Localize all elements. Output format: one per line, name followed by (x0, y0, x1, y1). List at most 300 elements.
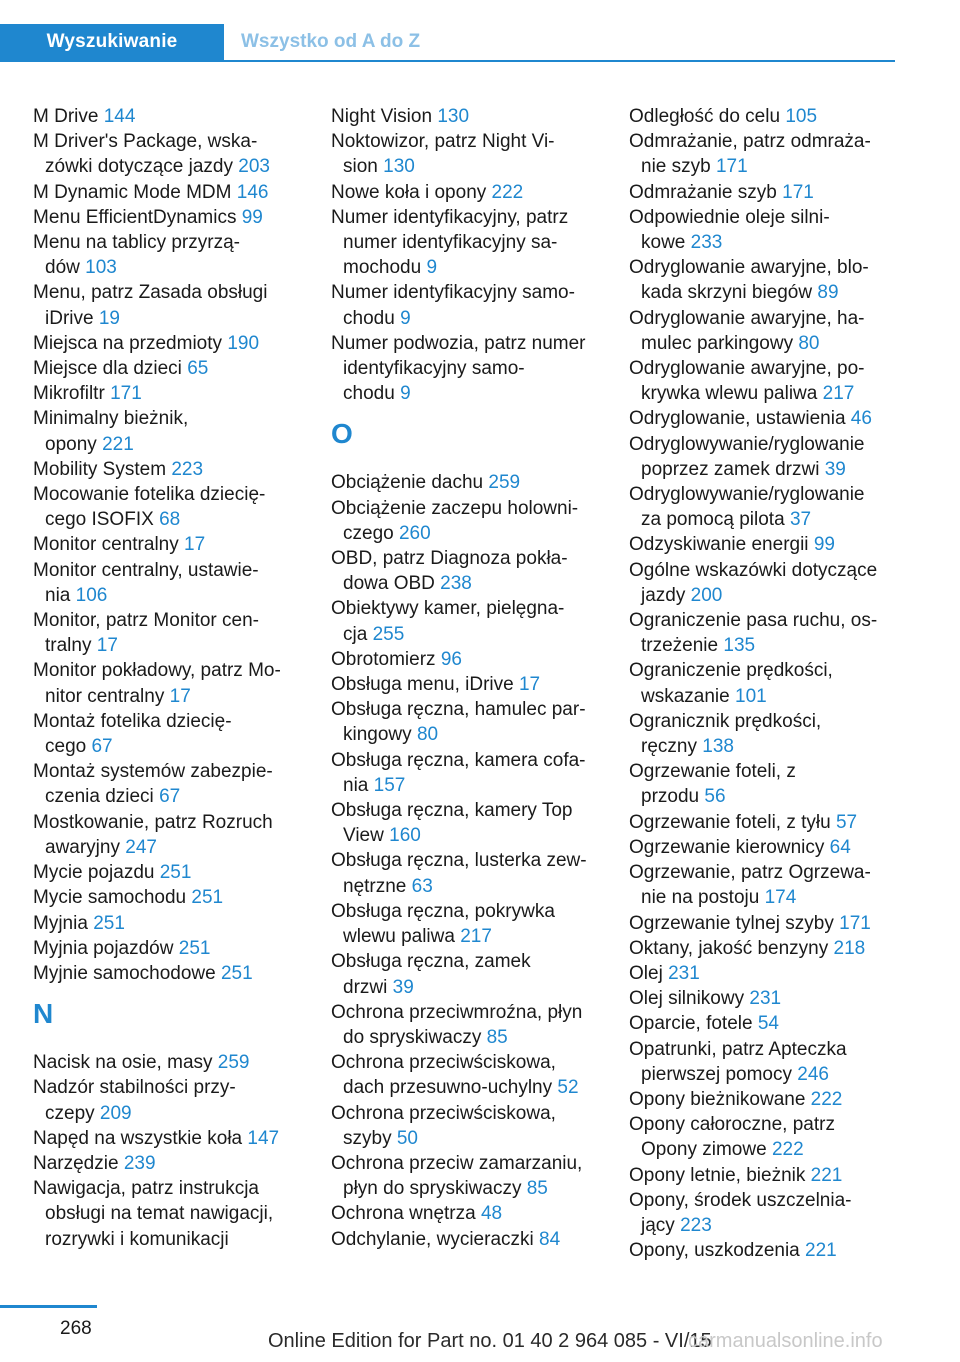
index-entry (33, 230, 308, 280)
index-entry-text: obsługi na temat nawigacji, (45, 1203, 274, 1225)
index-entry-line (331, 924, 606, 949)
index-entry-text: czepy (45, 1102, 95, 1124)
index-entry-line (331, 1101, 606, 1126)
index-entry-line (33, 633, 308, 658)
index-entry-text: kada skrzyni biegów (641, 282, 813, 304)
index-entry-line (33, 406, 308, 431)
index-entry-text: Ochrona przeciwmroźna, płyn (331, 1001, 583, 1023)
index-entry-text: chodu (343, 307, 395, 329)
index-entry-text: Night Vision (331, 106, 433, 127)
page-link[interactable]: 171 (839, 912, 871, 934)
page-link[interactable]: 39 (392, 976, 414, 998)
index-entry (33, 961, 308, 986)
index-entry-line (629, 482, 895, 507)
index-entry-text: Opony zimowe (641, 1139, 767, 1161)
index-entry-text: rozrywki i komunikacji (45, 1228, 229, 1250)
index-entry (629, 709, 895, 759)
index-entry-text: dach przesuwno-uchylny (343, 1077, 553, 1099)
page-link[interactable]: 17 (169, 685, 191, 707)
index-entry-line (33, 154, 308, 179)
index-entry-text: Mostkowanie, patrz Rozruch (33, 811, 273, 833)
page-link[interactable]: 146 (236, 181, 269, 203)
page-link[interactable]: 223 (680, 1214, 712, 1236)
index-entry (33, 104, 308, 129)
index-entry-line (331, 1201, 606, 1226)
page-link[interactable]: 221 (810, 1164, 843, 1186)
index-entry (629, 482, 895, 532)
index-entry-text: Odryglowywanie/ryglowanie (629, 484, 865, 506)
index-column-2 (331, 104, 606, 1252)
page-link[interactable]: 260 (398, 522, 431, 544)
index-entry-line (331, 356, 606, 381)
index-entry-line (33, 1101, 308, 1126)
index-entry-line (33, 104, 308, 129)
index-entry-line (331, 975, 606, 1000)
index-entry (629, 104, 895, 129)
index-entry-text: Obciążenie zaczepu holowni- (331, 497, 579, 519)
index-entry-line (629, 306, 895, 331)
index-entry (629, 1112, 895, 1162)
index-entry (33, 406, 308, 456)
index-entry (331, 647, 606, 672)
index-entry-text: Odryglowanie, ustawienia (629, 408, 846, 430)
page-link[interactable]: 17 (96, 635, 118, 657)
index-entry (331, 1000, 606, 1050)
page-link[interactable]: 99 (813, 534, 835, 556)
index-entry-line (629, 633, 895, 658)
page-link[interactable]: 251 (159, 862, 192, 884)
index-entry-text: Opony letnie, bieżnik (629, 1164, 806, 1186)
index-entry-text: Ochrona przeciw zamarzaniu, (331, 1152, 583, 1174)
index-entry (629, 608, 895, 658)
index-entry-text: opony (45, 433, 97, 455)
index-entry (33, 180, 308, 205)
page-link[interactable]: 105 (785, 106, 818, 127)
index-entry-text: trzeżenie (641, 635, 719, 657)
index-entry-text: Noktowizor, patrz Night Vi- (331, 131, 555, 153)
index-entry (629, 205, 895, 255)
index-entry-text: Nadzór stabilności przy- (33, 1077, 236, 1099)
index-entry-line (33, 280, 308, 305)
index-entry-line (33, 482, 308, 507)
page-link[interactable]: 17 (518, 674, 541, 696)
index-entry-text: Mikrofiltr (33, 383, 105, 405)
page-link[interactable]: 48 (480, 1203, 503, 1225)
index-entry (33, 558, 308, 608)
index-entry-line (33, 961, 308, 986)
index-entry-text: Ochrona przeciwściskowa, (331, 1052, 556, 1074)
page-link[interactable]: 52 (557, 1077, 579, 1099)
index-entry-text: Montaż systemów zabezpie- (33, 761, 273, 783)
page-link[interactable]: 221 (102, 433, 134, 455)
index-entry-text: View (343, 825, 384, 847)
index-entry-text: Odryglowanie awaryjne, ha- (629, 307, 865, 329)
index-column-3 (629, 104, 895, 1263)
index-entry-text: sion (343, 156, 378, 178)
page-link[interactable]: 251 (93, 912, 125, 934)
page-link[interactable]: 130 (437, 106, 470, 127)
page-link[interactable]: 233 (690, 232, 723, 254)
index-entry-line (629, 205, 895, 230)
page-link[interactable]: 231 (668, 962, 700, 984)
index-entry-line (33, 255, 308, 280)
index-entry (629, 860, 895, 910)
index-entry-line (629, 1188, 895, 1213)
index-entry-line (629, 532, 895, 557)
page-link[interactable]: 46 (850, 408, 872, 430)
index-entry-line (629, 734, 895, 759)
page-link[interactable]: 203 (238, 156, 270, 178)
index-entry (629, 1087, 895, 1112)
page-link[interactable]: 56 (704, 786, 726, 808)
page-link[interactable]: 231 (749, 988, 782, 1010)
index-entry (331, 1050, 606, 1100)
page-link[interactable]: 96 (440, 648, 462, 670)
index-entry (33, 482, 308, 532)
index-entry (331, 470, 606, 495)
page-link[interactable]: 57 (835, 811, 858, 833)
page-link[interactable]: 85 (486, 1026, 508, 1048)
index-entry (629, 759, 895, 809)
page-link[interactable]: 9 (426, 257, 438, 279)
index-entry-line (33, 230, 308, 255)
index-entry-text: Ogrzewanie kierownicy (629, 836, 825, 858)
index-entry-text: czego (343, 522, 394, 544)
index-entry-line (629, 1137, 895, 1162)
page-link[interactable]: 217 (822, 383, 855, 405)
index-entry (629, 306, 895, 356)
page-link[interactable]: 9 (400, 307, 411, 329)
index-entry-text: Opony całoroczne, patrz (629, 1114, 835, 1136)
page-link[interactable]: 221 (805, 1240, 837, 1262)
index-entry-text: Monitor, patrz Monitor cen- (33, 610, 259, 632)
page-link[interactable]: 190 (227, 332, 260, 354)
index-entry-text: Nacisk na osie, masy (33, 1052, 213, 1074)
index-entry-text: identyfikacyjny samo- (343, 358, 525, 380)
index-entry (331, 798, 606, 848)
index-entry-text: ręczny (641, 736, 697, 758)
index-entry-line (33, 860, 308, 885)
index-entry (33, 1075, 308, 1125)
index-entry-line (33, 1075, 308, 1100)
index-entry-line (33, 532, 308, 557)
index-entry-line (629, 230, 895, 255)
index-entry-text: Ogrzewanie foteli, z (629, 761, 796, 783)
page-link[interactable]: 239 (123, 1152, 156, 1174)
index-entry (331, 496, 606, 546)
page-link[interactable]: 17 (184, 534, 206, 556)
index-entry-text: Oktany, jakość benzyny (629, 937, 829, 959)
index-entry-text: krywka wlewu paliwa (641, 383, 818, 405)
page-link[interactable]: 217 (460, 926, 492, 948)
index-entry-line (331, 129, 606, 154)
page-link[interactable]: 171 (782, 181, 814, 203)
index-entry-text: Odpowiednie oleje silni- (629, 206, 830, 228)
index-entry-text: kowe (641, 232, 686, 254)
index-entry-text: dowa OBD (343, 573, 435, 595)
page-number: 268 (60, 1318, 92, 1339)
index-entry (629, 1037, 895, 1087)
index-entry-text: Odległość do celu (629, 106, 781, 127)
page-link[interactable]: 223 (171, 458, 204, 480)
index-entry-text: mulec parkingowy (641, 332, 794, 354)
index-entry-line (331, 1050, 606, 1075)
index-entry-text: Odchylanie, wycieraczki (331, 1228, 534, 1250)
index-entry-line (629, 180, 895, 205)
index-entry (33, 1126, 308, 1151)
page-link[interactable]: 246 (797, 1063, 829, 1085)
index-entry (629, 1163, 895, 1188)
index-entry-text: Obsługa ręczna, kamera cofa- (331, 749, 586, 771)
page-link[interactable]: 259 (488, 472, 521, 494)
header-rule (0, 60, 895, 62)
index-entry-text: Opony, środek uszczelnia- (629, 1189, 852, 1211)
page-link[interactable]: 218 (833, 937, 866, 959)
page-link[interactable]: 63 (411, 875, 433, 897)
index-entry (33, 205, 308, 230)
page-link[interactable]: 68 (159, 509, 181, 531)
index-entry-text: dów (45, 257, 80, 279)
index-entry-line (331, 596, 606, 621)
index-entry-line (331, 255, 606, 280)
index-entry-text: Obrotomierz (331, 648, 436, 670)
index-entry-text: awaryjny (45, 836, 120, 858)
index-entry-text: cego ISOFIX (45, 509, 154, 531)
index-entry-line (629, 280, 895, 305)
index-entry (33, 936, 308, 961)
index-entry-line (33, 1201, 308, 1226)
index-entry-line (331, 697, 606, 722)
index-entry (629, 658, 895, 708)
index-entry-text: Ograniczenie pasa ruchu, os- (629, 610, 878, 632)
index-entry (629, 356, 895, 406)
page-link[interactable]: 200 (690, 584, 723, 606)
index-entry (331, 280, 606, 330)
page-link[interactable]: 39 (824, 458, 846, 480)
index-entry (33, 810, 308, 860)
index-entry (331, 1201, 606, 1226)
index-entry-line (33, 457, 308, 482)
index-entry-text: Myjnie samochodowe (33, 962, 216, 984)
page-link[interactable]: 144 (103, 106, 136, 127)
page-link[interactable]: 99 (241, 206, 263, 228)
page-link[interactable]: 80 (798, 332, 820, 354)
page-link[interactable]: 130 (383, 156, 415, 178)
page-link[interactable]: 89 (817, 282, 839, 304)
index-entry-text: Montaż fotelika dziecię- (33, 710, 232, 732)
index-entry-text: Menu na tablicy przyrzą- (33, 232, 240, 254)
page-link[interactable]: 160 (389, 825, 421, 847)
index-entry-text: Ogrzewanie foteli, z tyłu (629, 811, 831, 833)
index-entry-text: Obciążenie dachu (331, 472, 484, 494)
page-link[interactable]: 67 (91, 736, 113, 758)
index-entry-text: Ogrzewanie, patrz Ogrzewa- (629, 862, 871, 884)
index-entry (331, 1151, 606, 1201)
index-entry-text: Monitor pokładowy, patrz Mo- (33, 660, 281, 682)
page-link[interactable]: 19 (98, 307, 120, 329)
page-link[interactable]: 9 (400, 383, 411, 405)
index-entry-text: Olej (629, 962, 663, 984)
index-entry-line (33, 507, 308, 532)
tab-all-a-to-z[interactable]: Wszystko od A do Z (241, 31, 421, 52)
index-entry-line (331, 331, 606, 356)
index-entry-text: Nawigacja, patrz instrukcja (33, 1178, 259, 1200)
index-entry-line (629, 684, 895, 709)
index-entry-line (331, 798, 606, 823)
index-entry-line (629, 432, 895, 457)
page-link[interactable]: 138 (702, 736, 734, 758)
index-entry-line (33, 306, 308, 331)
index-entry-text: Napęd na wszystkie koła (33, 1127, 243, 1149)
index-entry-line (331, 1025, 606, 1050)
index-entry-text: Myjnia pojazdów (33, 937, 174, 959)
index-entry (331, 697, 606, 747)
index-entry (33, 709, 308, 759)
page-link[interactable]: 171 (715, 156, 748, 178)
index-entry-line (331, 496, 606, 521)
index-entry-text: cja (343, 623, 368, 645)
index-entry-line (33, 1227, 308, 1252)
page-link[interactable]: 65 (187, 358, 209, 380)
page-link[interactable]: 251 (178, 937, 211, 959)
index-entry-line (33, 331, 308, 356)
index-entry-text: M Drive (33, 106, 99, 127)
index-entry (33, 381, 308, 406)
watermark: carmanualsonline.info (688, 1330, 883, 1352)
index-entry-text: Numer identyfikacyjny samo- (331, 282, 575, 304)
index-entry-text: Odzyskiwanie energii (629, 534, 809, 556)
page-link[interactable]: 259 (217, 1052, 250, 1074)
index-entry-line (629, 1213, 895, 1238)
page-link[interactable]: 85 (526, 1178, 548, 1200)
index-entry-line (331, 899, 606, 924)
index-entry-line (331, 1000, 606, 1025)
index-entry (331, 949, 606, 999)
page-link[interactable]: 101 (735, 685, 767, 707)
index-entry-text: M Dynamic Mode MDM (33, 181, 232, 203)
index-entry-line (331, 1227, 606, 1252)
index-entry-text: Obsługa menu, iDrive (331, 674, 514, 696)
index-entry (331, 596, 606, 646)
index-entry-text: Narzędzie (33, 1152, 119, 1174)
page-link[interactable]: 147 (247, 1127, 280, 1149)
index-entry (33, 608, 308, 658)
index-entry-line (33, 356, 308, 381)
page-link[interactable]: 174 (764, 887, 797, 909)
page-link[interactable]: 222 (771, 1139, 804, 1161)
page-link[interactable]: 247 (125, 836, 157, 858)
page-link[interactable]: 251 (220, 962, 253, 984)
tab-search[interactable]: Wyszukiwanie (0, 24, 224, 60)
index-entry (629, 911, 895, 936)
index-entry (629, 961, 895, 986)
page-link[interactable]: 103 (85, 257, 117, 279)
index-entry (629, 1188, 895, 1238)
index-entry-text: nitor centralny (45, 685, 165, 707)
index-entry-line (33, 558, 308, 583)
page-link[interactable]: 67 (159, 786, 181, 808)
page-link[interactable]: 157 (373, 774, 406, 796)
page-link[interactable]: 80 (416, 724, 439, 746)
index-entry-line (629, 1087, 895, 1112)
index-entry-text: Opony bieżnikowane (629, 1088, 806, 1110)
page-link[interactable]: 171 (110, 383, 142, 405)
index-entry (331, 672, 606, 697)
index-entry-line (331, 848, 606, 873)
index-entry-text: Odmrażanie, patrz odmraża- (629, 131, 871, 153)
index-entry-line (33, 734, 308, 759)
index-entry-text: kingowy (343, 724, 412, 746)
page-link[interactable]: 64 (829, 836, 851, 858)
index-entry-line (33, 784, 308, 809)
page-link[interactable]: 255 (372, 623, 405, 645)
index-entry-line (629, 936, 895, 961)
index-entry-text: czenia dzieci (45, 786, 154, 808)
page-link[interactable]: 222 (810, 1088, 843, 1110)
index-entry-line (629, 1011, 895, 1036)
index-entry-line (33, 1126, 308, 1151)
index-entry-text: Ochrona przeciwściskowa, (331, 1102, 556, 1124)
index-entry (33, 860, 308, 885)
index-entry-text: numer identyfikacyjny sa- (343, 232, 558, 254)
index-entry-text: Obsługa ręczna, kamery Top (331, 800, 573, 822)
index-entry (33, 457, 308, 482)
index-entry-line (331, 205, 606, 230)
index-entry-line (331, 1151, 606, 1176)
index-entry-text: Ogrzewanie tylnej szyby (629, 912, 834, 934)
index-entry-text: przodu (641, 786, 700, 808)
index-entry-line (629, 154, 895, 179)
index-entry-line (629, 356, 895, 381)
page-link[interactable]: 222 (491, 181, 524, 203)
index-entry-line (33, 1050, 308, 1075)
index-entry-text: Mycie samochodu (33, 887, 187, 909)
index-entry (629, 986, 895, 1011)
index-entry-text: Mobility System (33, 458, 167, 480)
index-entry-text: M Driver's Package, wska- (33, 131, 258, 153)
page-link[interactable]: 135 (723, 635, 756, 657)
index-entry (629, 1011, 895, 1036)
page-link[interactable]: 50 (396, 1127, 418, 1149)
page-link[interactable]: 37 (789, 509, 812, 531)
index-entry-line (331, 154, 606, 179)
page-link[interactable]: 54 (757, 1013, 779, 1035)
index-entry-line (331, 230, 606, 255)
index-entry-text: Mycie pojazdu (33, 862, 155, 884)
index-entry (629, 532, 895, 557)
index-column-1 (33, 104, 308, 1252)
index-entry-line (331, 546, 606, 571)
page-link[interactable]: 209 (99, 1102, 132, 1124)
page-link[interactable]: 106 (75, 584, 108, 606)
index-entry-text: Obsługa ręczna, zamek (331, 951, 531, 973)
index-entry-text: Obiektywy kamer, pielęgna- (331, 598, 565, 620)
page-link[interactable]: 238 (440, 573, 472, 595)
index-entry-text: jazdy (641, 584, 686, 606)
page-link[interactable]: 84 (539, 1228, 561, 1250)
index-entry-text: Oparcie, fotele (629, 1013, 753, 1035)
page-link[interactable]: 251 (191, 887, 224, 909)
index-entry (331, 180, 606, 205)
index-entry-line (331, 280, 606, 305)
index-entry-text: do spryskiwaczy (343, 1026, 482, 1048)
index-entry-text: Numer podwozia, patrz numer (331, 332, 586, 354)
index-entry (629, 558, 895, 608)
index-entry-line (629, 129, 895, 154)
index-entry (33, 885, 308, 910)
index-entry-line (33, 180, 308, 205)
index-entry-line (331, 306, 606, 331)
